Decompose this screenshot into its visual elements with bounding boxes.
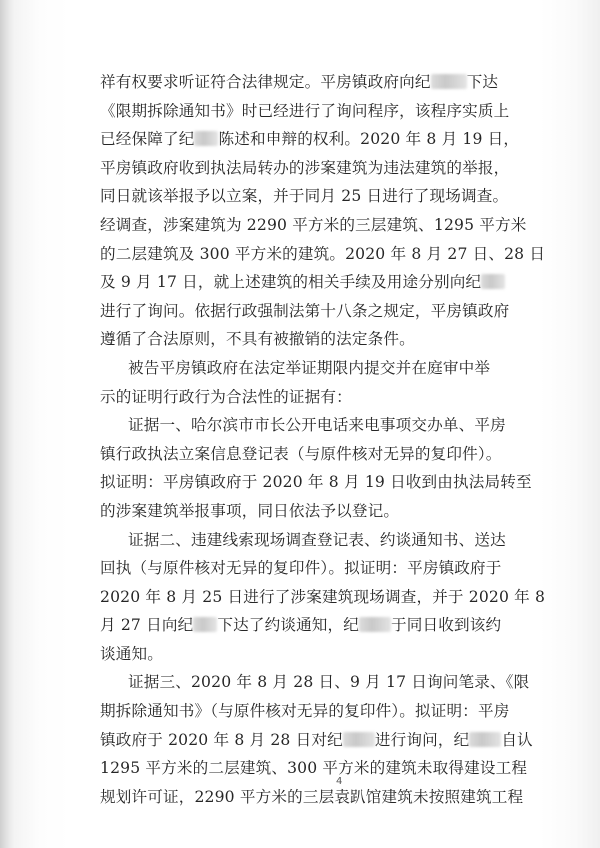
- binding-shadow: [0, 0, 14, 848]
- paragraph-start: 被告平房镇政府在法定举证期限内提交并在庭审中举: [128, 358, 491, 377]
- text-line: 同日就该举报予以立案，并于同月 25 日进行了现场调查。: [100, 187, 509, 206]
- text-line: 月 27 日向纪 下达了约谈通知，纪 于同日收到该约: [100, 616, 502, 635]
- text-line: 拟证明：平房镇政府于 2020 年 8 月 19 日收到由执法局转至: [100, 473, 532, 492]
- text-line: 镇政府于 2020 年 8 月 28 日对纪 进行询问，纪 自认: [100, 730, 533, 749]
- text-line: 已经保障了纪 陈述和申辩的权利。2020 年 8 月 19 日，: [100, 130, 520, 149]
- redaction-mark: [481, 274, 505, 289]
- redaction-mark: [431, 74, 467, 89]
- document-body: [100, 68, 556, 811]
- redaction-mark: [343, 732, 375, 747]
- redaction-mark: [469, 732, 501, 747]
- text-line: 2020 年 8 月 25 日进行了涉案建筑现场调查，并于 2020 年 8: [100, 587, 546, 606]
- text-line: 《限期拆除通知书》时已经进行了询问程序，该程序实质上: [100, 101, 510, 120]
- redaction-mark: [359, 617, 391, 632]
- text-line: 谈通知。: [100, 644, 163, 663]
- text-line: 的二层建筑及 300 平方米的建筑。2020 年 8 月 27 日、28 日: [100, 244, 546, 263]
- text-line: 规划许可证，2290 平方米的三层袁趴馆建筑未按照建筑工程: [100, 787, 524, 806]
- text-line: 示的证明行政行为合法性的证据有：: [100, 387, 352, 406]
- text-line: 平房镇政府收到执法局转办的涉案建筑为违法建筑的举报，: [100, 158, 510, 177]
- text-line: 回执（与原件核对无异的复印件）。拟证明：平房镇政府于: [100, 559, 502, 578]
- evidence-1-heading: 证据一、哈尔滨市市长公开电话来电事项交办单、平房: [128, 416, 506, 435]
- text-line: 镇行政执法立案信息登记表（与原件核对无异的复印件）。: [100, 444, 502, 463]
- page-number: 4: [336, 776, 343, 787]
- evidence-2-heading: 证据二、违建线索现场调查登记表、约谈通知书、送达: [128, 530, 506, 549]
- text-line: 及 9 月 17 日，就上述建筑的相关手续及用途分别向纪: [100, 268, 556, 297]
- text-line: 的涉案建筑举报事项，同日依法予以登记。: [100, 501, 400, 520]
- text-line: 1295 平方米的二层建筑、300 平方米的建筑未取得建设工程: [100, 759, 528, 778]
- evidence-3-heading: 证据三、2020 年 8 月 28 日、9 月 17 日询问笔录、《限: [128, 673, 530, 692]
- text-line: 进行了询问。依据行政强制法第十八条之规定，平房镇政府: [100, 301, 510, 320]
- text-line: 祥有权要求听证符合法律规定。平房镇政府向纪 下达: [100, 73, 499, 91]
- text-line: 期拆除通知书》（与原件核对无异的复印件）。拟证明：平房: [100, 702, 510, 721]
- text-line: 经调查，涉案建筑为 2290 平方米的三层建筑、1295 平方米: [100, 215, 527, 234]
- redaction-mark: [193, 617, 217, 632]
- text-line: 遵循了合法原则，不具有被撤销的法定条件。: [100, 330, 415, 349]
- redaction-mark: [194, 131, 218, 146]
